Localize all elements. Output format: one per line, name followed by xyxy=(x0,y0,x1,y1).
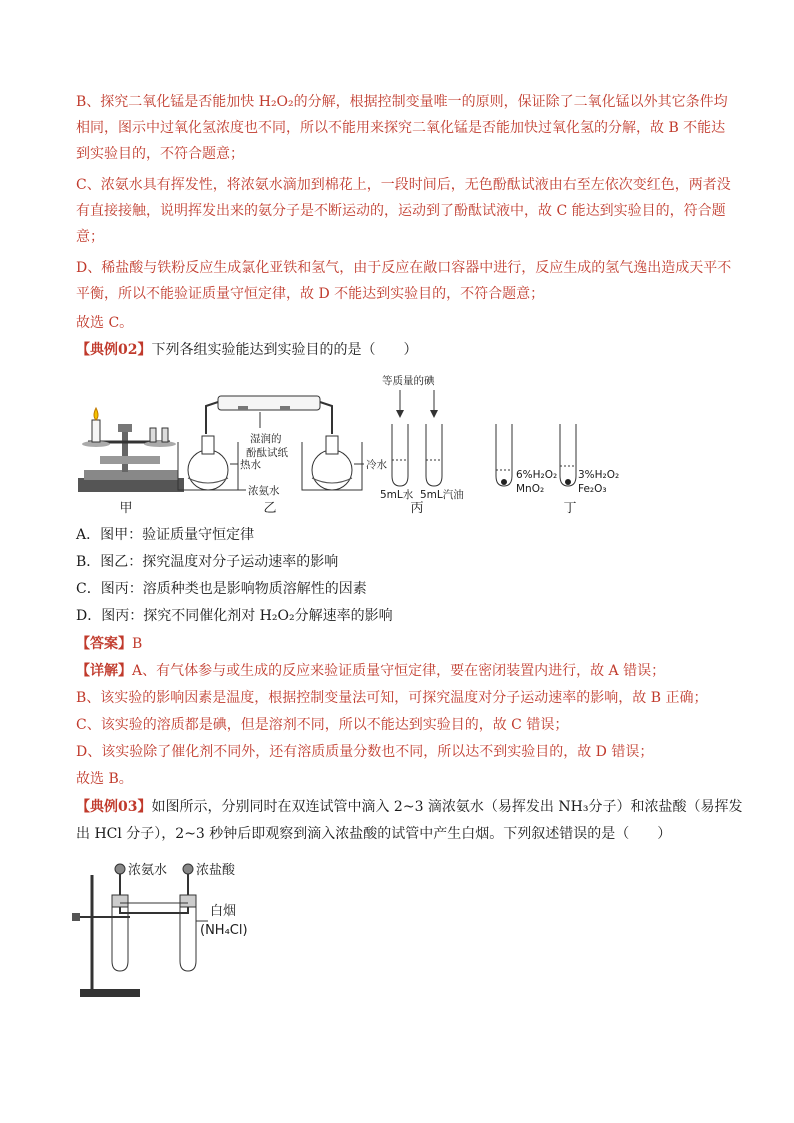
label-jia: 甲 xyxy=(119,501,133,516)
prev-answer-b-line2: 相同，图示中过氧化氢浓度也不同，所以不能用来探究二氧化锰是否能加快过氧化氢的分解，故 B 不能达 xyxy=(76,120,726,136)
label-fe2o3: Fe₂O₃ xyxy=(578,483,607,495)
example03-question-line1 xyxy=(76,794,743,820)
detail-conclusion: 故选 B。 xyxy=(76,771,133,787)
example03-figure xyxy=(70,855,300,1005)
example02-figure xyxy=(70,370,630,520)
option-d: D．图丙：探究不同催化剂对 H₂O₂分解速率的影响 xyxy=(76,608,393,624)
example02-question-line xyxy=(76,337,724,363)
balance-apparatus xyxy=(78,408,184,516)
prev-answer-d-line1: D、稀盐酸与铁粉反应生成氯化亚铁和氢气，由于反应在敞口容器中进行，反应生成的氢气逸出造成天平不 xyxy=(76,260,732,276)
prev-answer-d-line2: 平衡，所以不能验证质量守恒定律，故 D 不能达到实验目的，不符合题意； xyxy=(76,286,545,302)
prev-answer-b-line1: B、探究二氧化锰是否能加快 H₂O₂的分解，根据控制变量唯一的原则，保证除了二氧化锰以外其它条件均 xyxy=(76,94,728,110)
catalyst-apparatus xyxy=(496,424,619,516)
example02-tag: 【典例02】 xyxy=(76,342,152,358)
example02-question: 下列各组实验能达到实验目的的是（ ） xyxy=(151,342,418,358)
detail-a-line xyxy=(76,658,724,684)
label-water-5ml: 5mL水 xyxy=(380,489,414,501)
label-smoke: 白烟 xyxy=(210,904,237,919)
label-yi: 乙 xyxy=(263,501,277,516)
label-cold-water: 冷水 xyxy=(366,459,387,471)
label-hot-water: 热水 xyxy=(240,459,261,471)
prev-answer-b-line3: 到实验目的，不符合题意； xyxy=(76,146,244,162)
label-ding: 丁 xyxy=(563,501,577,516)
option-a: A．图甲：验证质量守恒定律 xyxy=(76,527,255,543)
detail-tag: 【详解】 xyxy=(76,663,132,679)
detail-b: B、该实验的影响因素是温度，根据控制变量法可知，可探究温度对分子运动速率的影响，故 B 正确； xyxy=(76,690,708,706)
label-bing: 丙 xyxy=(410,501,424,516)
label-mno2: MnO₂ xyxy=(516,483,545,495)
detail-d: D、该实验除了催化剂不同外，还有溶质质量分数也不同，所以达不到实验目的，故 D 错误； xyxy=(76,744,654,760)
label-iodine: 等质量的碘 xyxy=(382,375,435,387)
label-ammonia: 浓氨水 xyxy=(248,485,280,497)
example03-question-line2: 出 HCl 分子），2~3 秒钟后即观察到滴入浓盐酸的试管中产生白烟。下列叙述错误的是（ ） xyxy=(76,826,672,842)
prev-answer-conclusion: 故选 C。 xyxy=(76,315,134,331)
label-ammonia-03: 浓氨水 xyxy=(128,863,168,878)
option-b: B．图乙：探究温度对分子运动速率的影响 xyxy=(76,554,339,570)
prev-answer-c-line2: 有直接接触，说明挥发出来的氨分子是不断运动的，运动到了酚酞试液中，故 C 能达到实验目的，符合题 xyxy=(76,203,726,219)
detail-c: C、该实验的溶质都是碘，但是溶剂不同，所以不能达到实验目的，故 C 错误； xyxy=(76,717,569,733)
option-c: C．图丙：溶质种类也是影响物质溶解性的因素 xyxy=(76,581,367,597)
label-gasoline-5ml: 5mL汽油 xyxy=(420,489,464,501)
label-h2o2-6: 6%H₂O₂ xyxy=(516,469,558,481)
example03-tag: 【典例03】 xyxy=(76,799,152,815)
answer-line xyxy=(76,631,724,657)
label-wet-paper-1: 湿润的 xyxy=(250,433,282,445)
prev-answer-c-line1: C、浓氨水具有挥发性，将浓氨水滴加到棉花上，一段时间后，无色酚酞试液由右至左依次变红色，两者没 xyxy=(76,177,731,193)
solubility-apparatus xyxy=(380,374,464,516)
diffusion-apparatus xyxy=(178,396,387,516)
answer-tag: 【答案】 xyxy=(76,636,132,652)
label-nh4cl: (NH₄Cl) xyxy=(200,923,248,938)
label-hcl-03: 浓盐酸 xyxy=(196,863,236,878)
prev-answer-c-line3: 意； xyxy=(76,229,104,245)
label-wet-paper-2: 酚酞试纸 xyxy=(246,447,288,459)
answer-value: B xyxy=(132,636,143,652)
label-h2o2-3: 3%H₂O₂ xyxy=(578,469,620,481)
example03-question-1: 如图所示，分别同时在双连试管中滴入 2~3 滴浓氨水（易挥发出 NH₃分子）和浓盐酸（易挥发 xyxy=(151,799,743,815)
detail-a: A、有气体参与或生成的反应来验证质量守恒定律，要在密闭装置内进行，故 A 错误； xyxy=(132,663,666,679)
